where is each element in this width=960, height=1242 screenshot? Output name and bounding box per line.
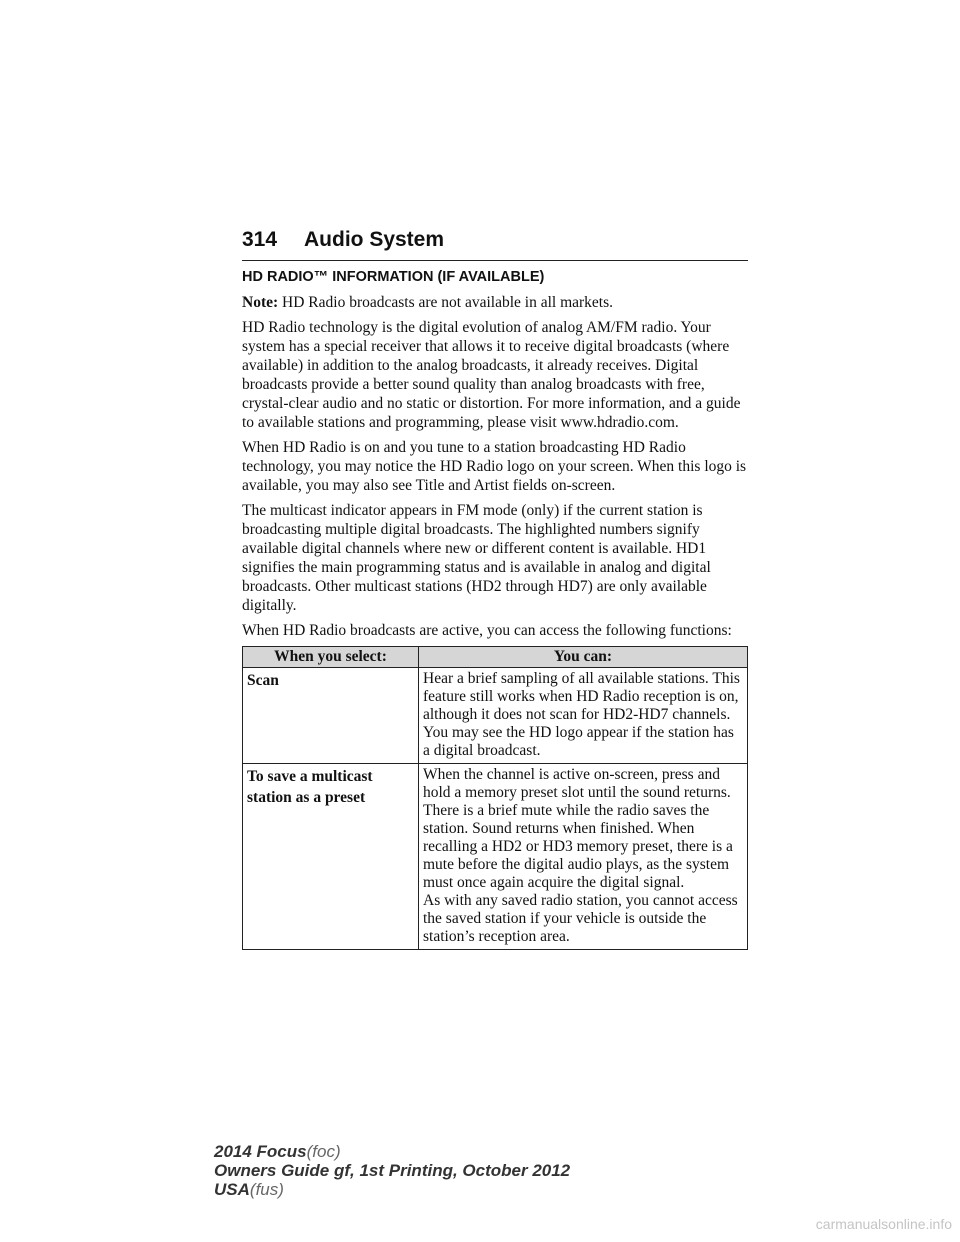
page-header (242, 228, 748, 261)
footer-model: 2014 Focus (214, 1142, 307, 1161)
footer-guide: Owners Guide gf, 1st Printing, October 2012 (214, 1161, 571, 1180)
footer-region: USA (214, 1180, 250, 1199)
paragraph-hd-logo: When HD Radio is on and you tune to a station broadcasting HD Radio technology, you may notice the HD Radio logo on your screen. When this logo is available, you may also see Title and Artist fields on-screen. (242, 439, 747, 494)
note-text: HD Radio broadcasts are not available in all markets. (282, 294, 614, 311)
column-header-action: You can: (419, 647, 748, 668)
row-action-text-continued: As with any saved radio station, you cannot access the saved station if your vehicle is outside the station’s reception area. (423, 892, 738, 945)
footer-guide-line (214, 1161, 570, 1180)
functions-table (242, 646, 748, 950)
table-row (243, 668, 748, 764)
page-footer (214, 1142, 570, 1199)
row-action-cell: Hear a brief sampling of all available stations. This feature still works when HD Radio reception is on, although it does not scan for HD2-HD7 channels. You may see the HD logo appear if the station has a digital broadcast. (419, 668, 748, 764)
footer-model-code: (foc) (306, 1142, 341, 1161)
paragraph-multicast: The multicast indicator appears in FM mode (only) if the current station is broadcasting multiple digital broadcasts. The highlighted numbers signify available digital channels where new or different content is available. HD1 signifies the main programming status and is available in analog and digital broadcasts. Other multicast stations (HD2 through HD7) are only available digitally. (242, 502, 711, 614)
footer-model-line (214, 1142, 570, 1161)
paragraph-hd-technology: HD Radio technology is the digital evolution of analog AM/FM radio. Your system has a special receiver that allows it to receive digital broadcasts (where available) in addition to the analog broadcasts, it already receives. Digital broadcasts provide a better sound quality than analog broadcasts with free, crystal-clear audio and no static or distortion. For more information, and a guide to available stations and programming, please visit www.hdradio.com. (242, 319, 741, 431)
table-row (243, 764, 748, 950)
row-select-cell: Scan (243, 668, 419, 764)
footer-region-line (214, 1180, 570, 1199)
row-select-cell: To save a multicast station as a preset (243, 764, 419, 950)
chapter-title: Audio System (304, 228, 445, 251)
section-title: HD RADIO™ INFORMATION (IF AVAILABLE) (242, 269, 545, 285)
column-header-select: When you select: (243, 647, 419, 668)
footer-region-code: (fus) (249, 1180, 284, 1199)
note-paragraph (242, 293, 748, 312)
paragraph-functions-intro: When HD Radio broadcasts are active, you can access the following functions: (242, 622, 732, 639)
note-label: Note: (242, 294, 279, 311)
row-action-text: When the channel is active on-screen, press and hold a memory preset slot until the sound returns. There is a brief mute while the radio saves the station. Sound returns when finished. When recalling a HD2 or HD3 memory preset, there is a mute before the digital audio plays, as the system must once again acquire the digital signal. (423, 766, 733, 891)
page-number: 314 (242, 228, 278, 251)
row-action-cell (419, 764, 748, 950)
watermark: carmanualsonline.info (815, 1216, 952, 1232)
table-header-row (243, 647, 748, 668)
page-content (242, 268, 748, 950)
